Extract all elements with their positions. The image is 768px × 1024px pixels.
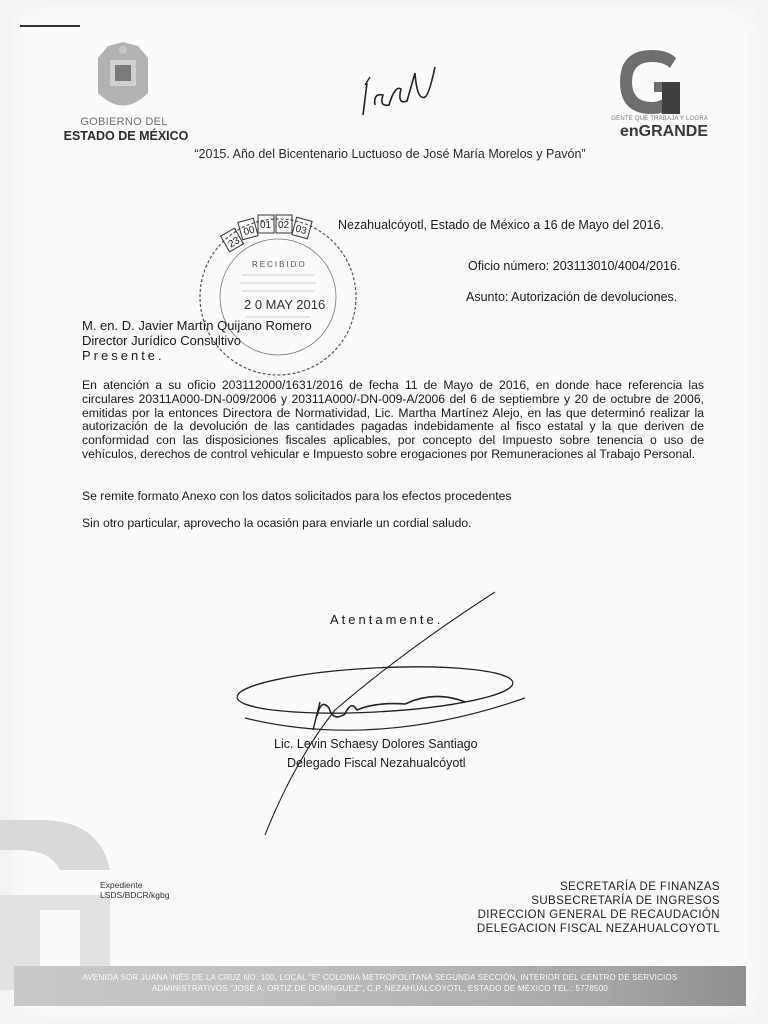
government-name: ESTADO DE MÉXICO	[63, 129, 189, 143]
secretaria-line: DELEGACION FISCAL NEZAHUALCOYOTL	[476, 923, 720, 935]
letter-closing-paragraph: Sin otro particular, aprovecho la ocasión para enviarle un cordial saludo.	[82, 516, 472, 530]
stamp-number: 02	[278, 220, 290, 231]
secretaria-line: SECRETARÍA DE FINANZAS	[559, 881, 720, 893]
year-motto: “2015. Año del Bicentenario Luctuoso de José María Morelos y Pavón”	[194, 147, 586, 161]
gente-tagline: GENTE QUE TRABAJA Y LOGRA	[611, 116, 708, 122]
oficio-number: Oficio número: 203113010/4004/2016.	[468, 259, 681, 273]
secretaria-block	[450, 880, 720, 936]
stamp-number: 00	[242, 224, 256, 239]
expediente-label: Expediente	[100, 880, 143, 890]
stamp-date: 2 0 MAY 2016	[244, 297, 326, 312]
government-label: GOBIERNO DEL	[80, 116, 168, 128]
state-seal-icon	[88, 38, 158, 116]
signer-name: Lic. Levin Schaesy Dolores Santiago	[274, 737, 478, 751]
engrande-g-logo-icon	[616, 48, 686, 116]
secretaria-line: DIRECCION GENERAL DE RECAUDACIÓN	[477, 909, 720, 921]
recipient-name: M. en. D. Javier Martín Quijano Romero	[82, 318, 312, 333]
stamp-number: 23	[226, 235, 242, 251]
expediente-block	[100, 880, 169, 900]
recipient-block	[82, 318, 312, 363]
signer-title: Delegado Fiscal Nezahualcóyotl	[287, 756, 466, 770]
presente-line: Presente.	[82, 348, 165, 363]
stamp-number: 03	[294, 223, 308, 238]
footer-address-line: AVENIDA SOR JUANA INÉS DE LA CRUZ NO. 100, LOCAL "E" COLONIA METROPOLITANA SEGUNDA SECCIÓN, INTERIOR DEL CENTRO DE SERVICIOS	[82, 973, 678, 982]
reception-stamp	[190, 205, 370, 395]
corner-mark	[20, 25, 80, 27]
subject-line: Asunto: Autorización de devoluciones.	[466, 290, 678, 304]
address-footer	[14, 966, 746, 1006]
letter-body-paragraph: En atención a su oficio 203112000/1631/2016 de fecha 11 de Mayo de 2016, en donde hace referencia las circulares 20311A000-DN-009/2006 y 20311A000/-DN-009-A/2006 del 6 de septiembre y 20 de octubre de 2006, emitidas por la entonces Directora de Normatividad, Lic. Martha Martínez Alejo, en las que determinó realizar la autorización de la devolución de las cantidades pagadas indebidamente al fisco estatal y la que deriven de conformidad con las disposiciones fiscales aplicables, por concepto del Impuesto sobre tenencia o uso de vehículos, derechos de control vehicular e Impuesto sobre erogaciones por Remuneraciones al Trabajo Personal.	[82, 378, 704, 461]
letter-annex-paragraph: Se remite formato Anexo con los datos solicitados para los efectos procedentes	[82, 489, 512, 503]
stamp-number: 01	[260, 220, 272, 231]
footer-address-line: ADMINISTRATIVOS "JOSÉ A. ORTIZ DE DOMÍNGUEZ", C.P. NEZAHUALCÓYOTL, ESTADO DE MÉXICO TEL.: 5778500	[152, 984, 608, 993]
handwritten-annotation-icon	[345, 55, 455, 130]
atentamente-closing: Atentamente.	[330, 612, 444, 627]
secretaria-line: SUBSECRETARÍA DE INGRESOS	[531, 895, 720, 907]
recipient-title: Director Jurídico Consultivo	[82, 333, 241, 348]
engrande-wordmark: enGRANDE	[619, 123, 708, 140]
stamp-recibido: RECIBIDO	[252, 260, 307, 269]
expediente-code: LSDS/BDCR/kgbg	[100, 890, 170, 900]
handwritten-signature-icon	[225, 590, 545, 840]
place-date: Nezahualcóyotl, Estado de México a 16 de Mayo del 2016.	[338, 218, 664, 232]
